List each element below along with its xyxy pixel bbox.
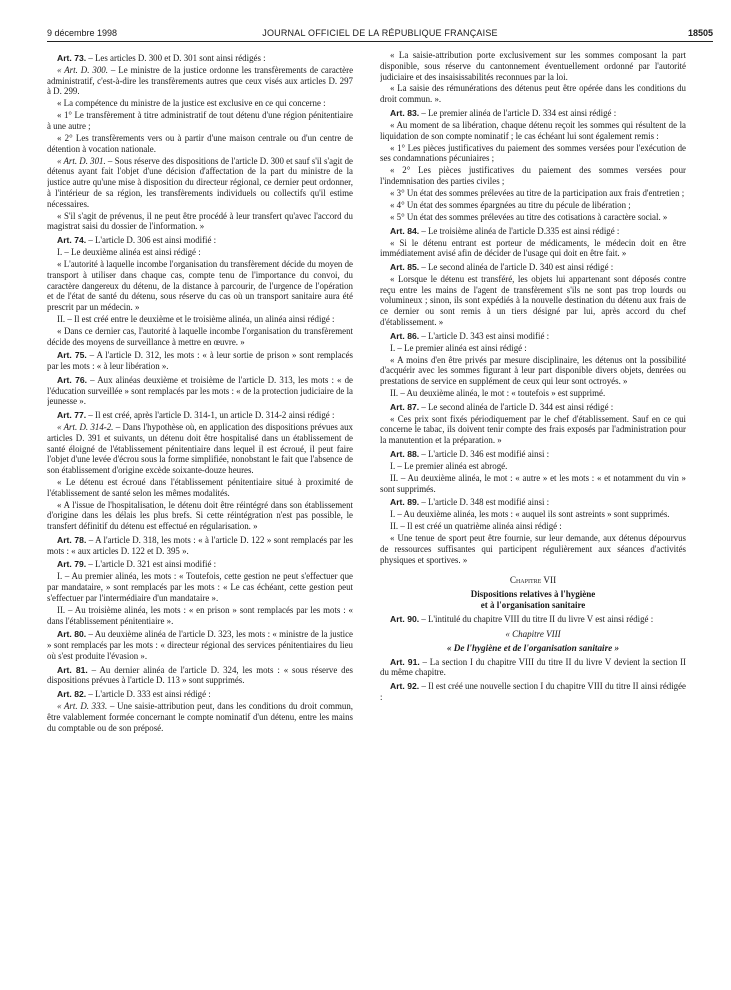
article-text: – Le second alinéa de l'article D. 340 est ainsi rédigé : xyxy=(419,262,614,272)
article-paragraph xyxy=(47,665,353,687)
article-text: – Il est créé une nouvelle section I du chapitre VIII du titre II ainsi rédigée : xyxy=(380,681,686,702)
chapter-title-line: et à l'organisation sanitaire xyxy=(480,599,586,610)
article-label: Art. 85. xyxy=(390,262,420,272)
article-text: – Au deuxième alinéa de l'article D. 323, les mots : « ministre de la justice » sont remplacés par les mots : « directeur régional des services pénitentiaires du lieu où s'est produite l'évasion ». xyxy=(47,629,353,661)
article-text: – Aux alinéas deuxième et troisième de l'article D. 313, les mots : « de l'éducation surveillée » sont remplacés par les mots : « de la protection judiciaire de la jeunesse ». xyxy=(47,374,353,407)
paragraph: « Lorsque le détenu est transféré, les objets lui appartenant sont déposés contre reçu entre les mains de l'agent de transfèrement s'ils ne sont pas trop lourds ou volumineux ; sinon, ils sont expédiés à la nouvelle destination du détenu aux frais de ce dernier ou sont remis à un tiers désigné par lui, après accord du chef d'établissement. » xyxy=(380,273,686,327)
header-page-number: 18505 xyxy=(687,28,713,38)
article-paragraph xyxy=(380,331,686,342)
paragraph: « 2° Les transfèrements vers ou à partir d'une maison centrale ou d'un centre de détention à vocation nationale. xyxy=(47,133,353,154)
article-label: Art. 80. xyxy=(57,629,87,640)
article-text: – La section I du chapitre VIII du titre II du livre V devient la section II du même chapitre. xyxy=(380,656,686,678)
quoted-article-label: « Art. D. 301. xyxy=(57,155,106,166)
article-label: Art. 79. xyxy=(57,559,87,570)
article-text: – L'article D. 333 est ainsi rédigé : xyxy=(86,689,211,700)
quoted-article-text: – Une saisie-attribution peut, dans les conditions du droit commun, être valablement formée concernant le compte nominatif d'un détenu, entre les mains du comptable ou de son préposé. xyxy=(47,701,353,733)
article-label: Art. 90. xyxy=(390,614,420,625)
paragraph: I. – Le premier alinéa est abrogé. xyxy=(390,460,508,471)
chapter-title-line: Dispositions relatives à l'hygiène xyxy=(470,589,596,600)
article-label: Art. 87. xyxy=(390,401,420,412)
quoted-chapter-heading: « Chapitre VIII xyxy=(505,629,561,640)
article-paragraph xyxy=(47,410,353,421)
paragraph: II. – Au deuxième alinéa, le mot : « autre » et les mots : « et notamment du vin » sont supprimés. xyxy=(380,472,686,494)
article-label: Art. 86. xyxy=(390,330,420,341)
paragraph: « Une tenue de sport peut être fournie, sur leur demande, aux détenus dépourvus de ressources suffisantes qui participent régulièrement aux séances d'activités physiques et sportives. » xyxy=(380,533,686,565)
paragraph: « Ces prix sont fixés périodiquement par le chef d'établissement. Sauf en ce qui concerne le tabac, ils doivent tenir compte des frais exposés par l'administration pour la manutention et la préparation. » xyxy=(380,413,686,446)
paragraph: « 1° Le transfèrement à titre administratif de tout détenu d'une région pénitentiaire à une autre ; xyxy=(47,110,353,132)
paragraph: « S'il s'agit de prévenus, il ne peut être procédé à leur transfert qu'avec l'accord du magistrat saisi du dossier de l'information. » xyxy=(47,210,353,232)
article-label: Art. 73. xyxy=(57,53,87,63)
quoted-article-label: « Art. D. 333. xyxy=(57,701,108,711)
article-paragraph xyxy=(380,614,686,625)
article-text: – Au dernier alinéa de l'article D. 324, les mots : « sous réserve des dispositions prévues à l'article D. 113 » sont supprimés. xyxy=(47,664,353,686)
paragraph: II. – Il est créé entre le deuxième et le troisième alinéa, un alinéa ainsi rédigé : xyxy=(57,313,335,324)
article-label: Art. 84. xyxy=(390,225,420,236)
article-label: Art. 92. xyxy=(390,681,420,692)
quoted-article-paragraph xyxy=(47,156,353,210)
article-text: – A l'article D. 312, les mots : « à leur sortie de prison » sont remplacés par les mots : « à leur libération ». xyxy=(47,350,353,372)
paragraph: « A moins d'en être privés par mesure disciplinaire, les détenus ont la possibilité d'acquérir avec les sommes figurant à leur part disponible divers objets, denrées ou prestations de service en supplément de ceux qui leur sont octroyés. » xyxy=(380,354,686,387)
article-text: – L'article D. 321 est ainsi modifié : xyxy=(86,559,217,570)
article-label: Art. 81. xyxy=(57,664,88,675)
chapter-title xyxy=(380,589,686,610)
article-paragraph xyxy=(380,681,686,703)
article-paragraph xyxy=(380,226,686,237)
page-header xyxy=(47,27,713,42)
article-paragraph xyxy=(47,235,353,246)
paragraph: II. – Au troisième alinéa, les mots : « en prison » sont remplacés par les mots : « dans l'établissement pénitentiaire ». xyxy=(47,604,353,626)
paragraph: « L'autorité à laquelle incombe l'organisation du transfèrement décide du moyen de transport à utiliser dans chaque cas, compte tenu de l'importance du convoi, du caractère dangereux du détenu, de la distance à parcourir, de l'urgence de l'opération et de l'état de santé du détenu, sous réserve du cas où un transport sanitaire aura été prescrit par un médecin. » xyxy=(47,259,353,312)
article-paragraph xyxy=(380,108,686,119)
article-text: – Le second alinéa de l'article D. 344 est ainsi rédigé : xyxy=(419,401,614,412)
quoted-article-label: « Art. D. 314-2. xyxy=(57,422,114,433)
article-text: – L'article D. 343 est ainsi modifié : xyxy=(419,330,550,341)
article-paragraph xyxy=(380,497,686,508)
paragraph: II. – Il est créé un quatrième alinéa ainsi rédigé : xyxy=(390,521,562,532)
article-paragraph xyxy=(47,689,353,700)
article-paragraph xyxy=(380,402,686,413)
paragraph: « La saisie des rémunérations des détenus peut être opérée dans les conditions du droit commun. ». xyxy=(380,83,686,105)
article-label: Art. 89. xyxy=(390,497,420,508)
paragraph: I. – Au premier alinéa, les mots : « Toutefois, cette gestion ne peut s'effectuer que par mandataire, » sont remplacés par les mots : « Le cas échéant, cette gestion peut s'effectuer par l'intermédiaire d'un mandataire ». xyxy=(47,571,353,603)
article-label: Art. 83. xyxy=(390,107,420,118)
article-label: Art. 76. xyxy=(57,374,88,385)
paragraph: I. – Le premier alinéa est ainsi rédigé : xyxy=(390,342,527,353)
quoted-article-text: – Le ministre de la justice ordonne les transfèrements de caractère administratif, c'est-à-dire les transfèrements autres que ceux visés aux articles D. 297 à D. 299. xyxy=(47,64,353,97)
article-paragraph xyxy=(47,559,353,570)
header-journal-title: JOURNAL OFFICIEL DE LA RÉPUBLIQUE FRANÇAISE xyxy=(262,28,498,38)
article-text: – Il est créé, après l'article D. 314-1, un article D. 314-2 ainsi rédigé : xyxy=(86,410,335,421)
paragraph: « A l'issue de l'hospitalisation, le détenu doit être réintégré dans son établissement d'origine dans les délais les plus brefs. Si cette réintégration n'est pas possible, le transfert définitif du détenu est effectué en régularisation. » xyxy=(47,499,353,532)
article-label: Art. 74. xyxy=(57,235,87,246)
article-text: – L'article D. 306 est ainsi modifié : xyxy=(86,235,217,246)
article-paragraph xyxy=(47,350,353,372)
paragraph: « Au moment de sa libération, chaque détenu reçoit les sommes qui résultent de la liquidation de son compte nominatif ; le cas échéant lui sont également remis : xyxy=(380,119,686,141)
chapter-heading: Chapitre VII xyxy=(509,575,557,586)
paragraph: II. – Au deuxième alinéa, le mot : « toutefois » est supprimé. xyxy=(390,388,606,398)
quoted-chapter-title: « De l'hygiène et de l'organisation sanitaire » xyxy=(446,642,620,653)
paragraph: « 2° Les pièces justificatives du paiement des sommes versées pour l'indemnisation des parties civiles ; xyxy=(380,165,686,186)
quoted-article-text: – Sous réserve des dispositions de l'article D. 300 et sauf s'il s'agit de détenus ayant fait l'objet d'une décision d'affectation de la part du ministre de la justice autre qu'une mise à disposition du directeur régional, ce dernier peut ordonner, à l'intérieur de sa région, les transfèrements individuels ou collectifs qu'il estime nécessaires. xyxy=(47,155,353,209)
quoted-article-paragraph xyxy=(47,701,353,733)
article-label: Art. 75. xyxy=(57,350,87,361)
article-label: Art. 88. xyxy=(390,448,420,459)
article-paragraph xyxy=(380,657,686,679)
right-column xyxy=(380,50,686,985)
paragraph: « Si le détenu entrant est porteur de médicaments, le médecin doit en être immédiatement avisé afin de décider de l'usage qui doit en être fait. » xyxy=(380,237,686,259)
paragraph: I. – Au deuxième alinéa, les mots : « auquel ils sont astreints » sont supprimés. xyxy=(390,509,670,520)
quoted-article-paragraph xyxy=(47,422,353,476)
article-paragraph xyxy=(380,262,686,273)
article-paragraph xyxy=(380,449,686,460)
article-text: – Le premier alinéa de l'article D. 334 est ainsi rédigé : xyxy=(419,107,617,118)
article-text: – Les articles D. 300 et D. 301 sont ainsi rédigés : xyxy=(86,53,266,63)
paragraph: « La compétence du ministre de la justice est exclusive en ce qui concerne : xyxy=(57,98,326,109)
paragraph: « Le détenu est écroué dans l'établissement pénitentiaire situé à proximité de l'établissement de santé selon les mêmes modalités. xyxy=(47,477,353,498)
left-column xyxy=(47,50,353,985)
paragraph: « 3° Un état des sommes prélevées au titre de la participation aux frais d'entretien ; xyxy=(390,187,685,198)
paragraph: « 5° Un état des sommes prélevées au titre des cotisations à caractère social. » xyxy=(390,211,668,222)
paragraph: « 1° Les pièces justificatives du paiement des sommes versées pour l'exécution de ses condamnations pécuniaires ; xyxy=(380,142,686,164)
quoted-article-label: « Art. D. 300. xyxy=(57,64,108,75)
quoted-article-paragraph xyxy=(47,65,353,97)
paragraph: « Dans ce dernier cas, l'autorité à laquelle incombe l'organisation du transfèrement décide des moyens de surveillance à mettre en œuvre. » xyxy=(47,325,353,347)
paragraph: « La saisie-attribution porte exclusivement sur les sommes composant la part disponible, sous réserve du cantonnement éventuellement ordonné par l'autorité judiciaire et des insaisissabilités reconnues par la loi. xyxy=(380,50,686,82)
article-label: Art. 78. xyxy=(57,534,87,545)
header-date: 9 décembre 1998 xyxy=(47,28,118,38)
article-text: – L'article D. 348 est modifié ainsi : xyxy=(419,497,550,508)
article-paragraph xyxy=(47,375,353,407)
quoted-article-text: – Dans l'hypothèse où, en application des dispositions prévues aux articles D. 391 et suivants, un détenu doit être hospitalisé dans un établissement de santé éloigné de l'établissement pénitentiaire dans lequel il est écroué, il peut faire l'objet d'une levée d'écrou sous la forme simplifiée, nonobstant le fait que l'absence de son établissement d'origine excède soixante-douze heures. xyxy=(47,422,353,476)
article-paragraph xyxy=(47,535,353,557)
paragraph: I. – Le deuxième alinéa est ainsi rédigé : xyxy=(57,247,201,258)
article-text: – L'article D. 346 est modifié ainsi : xyxy=(419,448,550,459)
article-label: Art. 82. xyxy=(57,689,87,700)
paragraph: « 4° Un état des sommes épargnées au titre du pécule de libération ; xyxy=(390,199,631,210)
article-paragraph xyxy=(47,53,353,64)
article-text: – L'intitulé du chapitre VIII du titre II du livre V est ainsi rédigé : xyxy=(419,614,654,625)
article-text: – A l'article D. 318, les mots : « à l'article D. 122 » sont remplacés par les mots : « aux articles D. 122 et D. 395 ». xyxy=(47,534,353,556)
article-label: Art. 91. xyxy=(390,656,420,667)
article-paragraph xyxy=(47,629,353,661)
article-text: – Le troisième alinéa de l'article D.335 est ainsi rédigé : xyxy=(419,225,620,236)
article-label: Art. 77. xyxy=(57,410,87,421)
